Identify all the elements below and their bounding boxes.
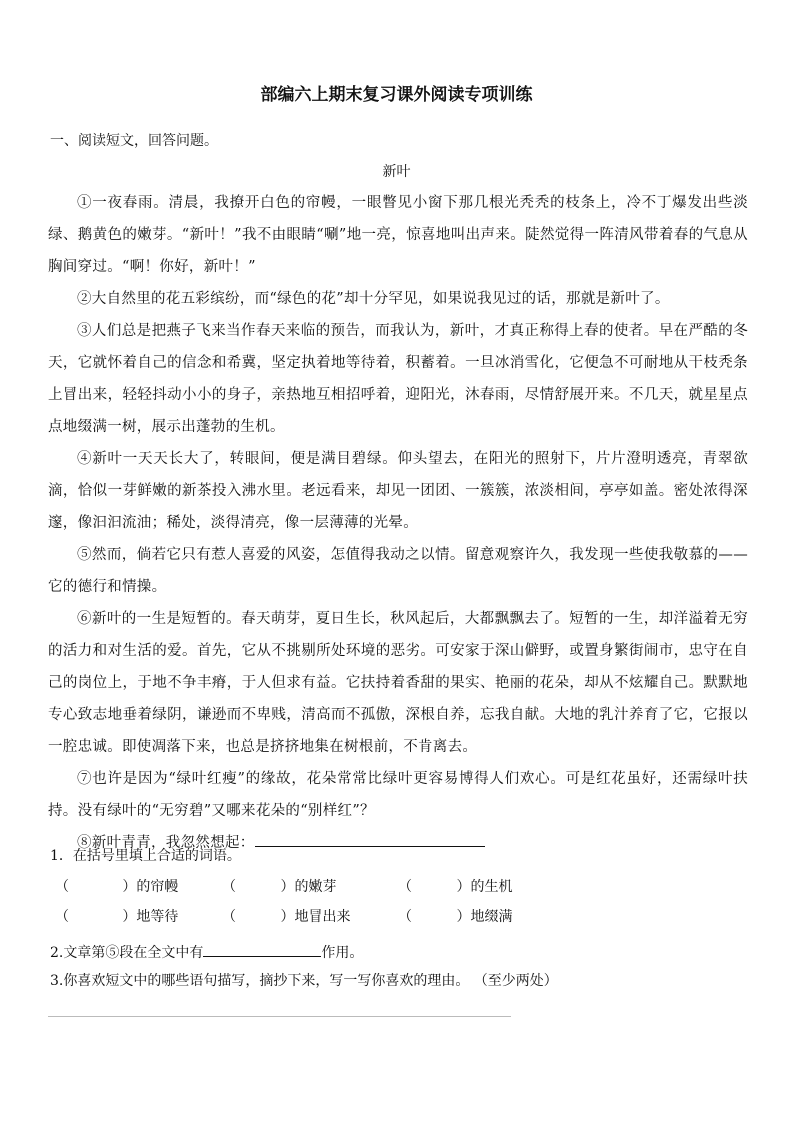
fill-item[interactable]: （ ）地冒出来 — [222, 909, 351, 925]
question-2-prefix: 2.文章第⑤段在全文中有 — [50, 945, 204, 961]
question-3: 3.你喜欢短文中的哪些语句描写，摘抄下来，写一写你喜欢的理由。 （至少两处） — [50, 973, 558, 989]
fill-item[interactable]: （ ）地等待 — [55, 909, 179, 925]
paragraph-6: ⑥新叶的一生是短暂的。春天萌芽，夏日生长，秋风起后，大都飘飘去了。短暂的一生，却洋溢着无穷的活力和对生活的爱。首先，它从不挑剔所处环境的恶劣。可安家于深山僻野，或置身繁街闹市，忠守在自己的岗位上，于地不争丰瘠，于人但求有益。它扶持着香甜的果实、艳丽的花朵，却从不炫耀自己。默默地专心致志地垂着绿阴，谦逊而不卑贱，清高而不孤傲，深根自养，忘我自献。大地的乳汁养育了它，它报以一腔忠诚。即使凋落下来，也总是挤挤地集在树根前，不肯离去。 — [48, 611, 748, 755]
answer-line[interactable] — [48, 1016, 511, 1017]
paragraph-1: ①一夜春雨。清晨，我撩开白色的帘幔，一眼瞥见小窗下那几根光秃秃的枝条上，冷不丁爆发出些淡绿、鹅黄色的嫩芽。“新叶！”我不由眼睛“唰”地一亮，惊喜地叫出声来。陡然觉得一阵清风带着春的气息从胸间穿过。“啊！你好，新叶！” — [48, 195, 748, 275]
passage-body — [48, 187, 748, 859]
paragraph-5: ⑤然而，倘若它只有惹人喜爱的风姿，怎值得我动之以情。留意观察许久，我发现一些使我敬慕的——它的德行和情操。 — [48, 547, 748, 595]
question-2 — [50, 938, 363, 962]
fill-item[interactable]: （ ）的嫩芽 — [222, 879, 337, 895]
passage-title: 新叶 — [382, 164, 411, 180]
document-title: 部编六上期末复习课外阅读专项训练 — [260, 85, 533, 105]
question-1: 1．在括号里填上合适的词语。 — [50, 848, 241, 864]
question-2-suffix: 作用。 — [321, 945, 364, 961]
section-heading: 一、阅读短文，回答问题。 — [50, 133, 218, 149]
paragraph-8-text: ⑧新叶青青，我忽然想起： — [77, 835, 255, 851]
answer-blank[interactable] — [203, 938, 321, 957]
paragraph-2: ②大自然里的花五彩缤纷，而“绿色的花”却十分罕见，如果说我见过的话，那就是新叶了。 — [77, 291, 670, 307]
paragraph-7: ⑦也许是因为“绿叶红瘦”的缘故，花朵常常比绿叶更容易博得人们欢心。可是红花虽好，还需绿叶扶持。没有绿叶的“无穷碧”又哪来花朵的“别样红”？ — [48, 771, 748, 819]
fill-item[interactable]: （ ）的生机 — [398, 879, 513, 895]
answer-blank[interactable] — [255, 828, 485, 847]
fill-item[interactable]: （ ）地缀满 — [398, 909, 513, 925]
paragraph-3: ③人们总是把燕子飞来当作春天来临的预告，而我认为，新叶，才真正称得上春的使者。早在严酷的冬天，它就怀着自己的信念和希冀，坚定执着地等待着，积蓄着。一旦冰消雪化，它便急不可耐地从干枝秃条上冒出来，轻轻抖动小小的身子，亲热地互相招呼着，迎阳光，沐春雨，尽情舒展开来。不几天，就星星点点地缀满一树，展示出蓬勃的生机。 — [48, 323, 748, 435]
fill-item[interactable]: （ ）的帘幔 — [55, 879, 179, 895]
paragraph-4: ④新叶一天天长大了，转眼间，便是满目碧绿。仰头望去，在阳光的照射下，片片澄明透亮，青翠欲滴，恰似一芽鲜嫩的新茶投入沸水里。老远看来，却见一团团、一簇簇，浓淡相间，亭亭如盖。密处浓得深邃，像汩汩流油；稀处，淡得清亮，像一层薄薄的光晕。 — [48, 451, 748, 531]
